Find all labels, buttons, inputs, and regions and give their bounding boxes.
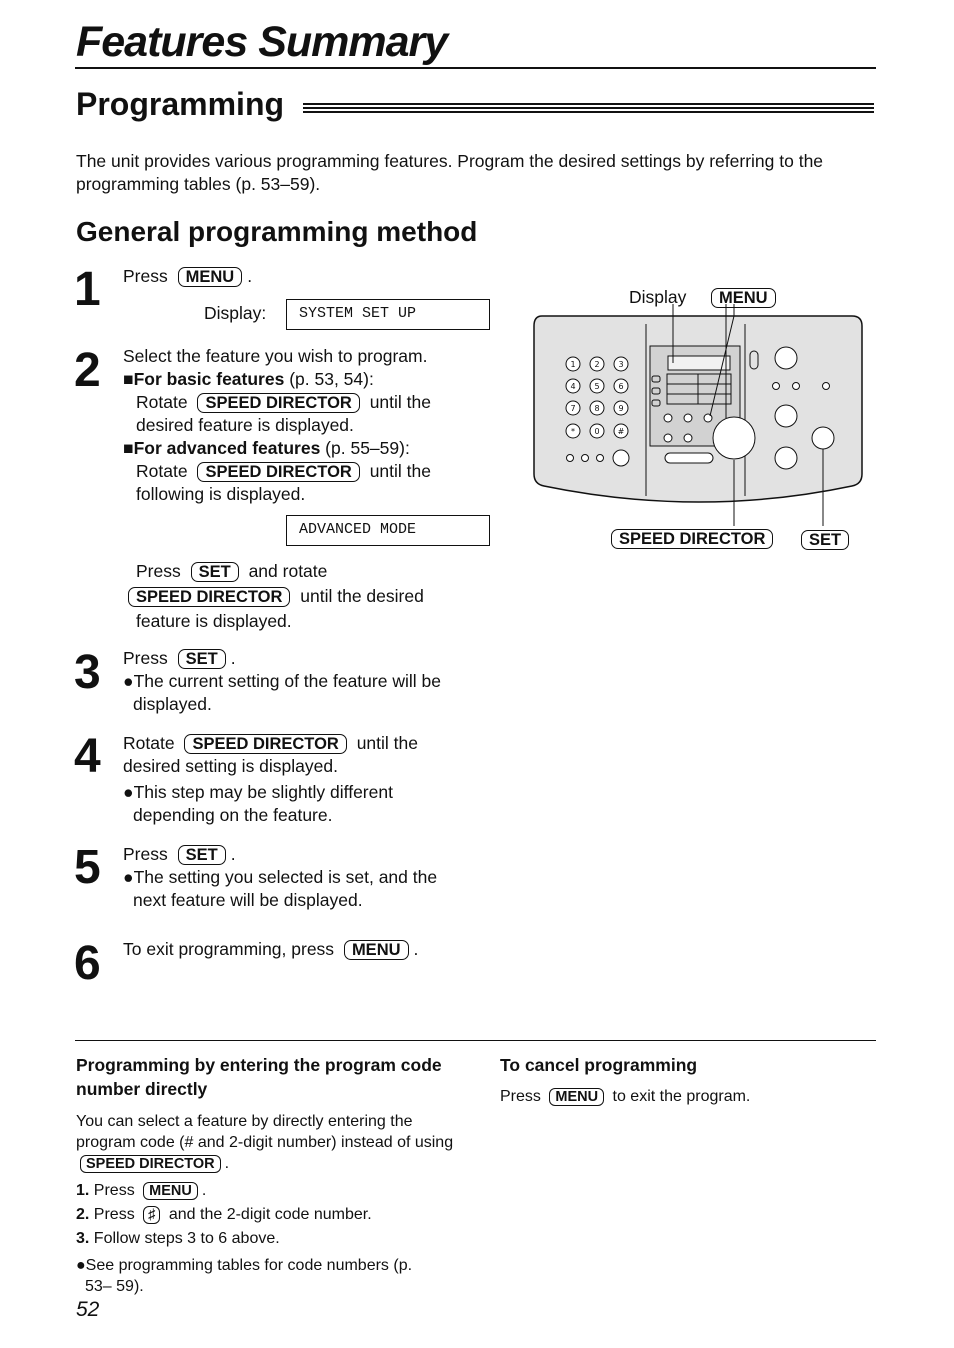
direct-entry-note: ●See programming tables for code numbers (p. 53– 59). <box>76 1257 413 1295</box>
section-rule <box>303 103 874 115</box>
svg-text:2: 2 <box>594 360 600 369</box>
svg-text:#: # <box>617 427 625 436</box>
direct-entry-step-1 <box>76 1180 456 1201</box>
step-3-text <box>123 647 473 716</box>
step-3-number: 3 <box>74 646 101 699</box>
menu-key: MENU <box>549 1088 604 1106</box>
press-text: Press <box>93 1182 135 1199</box>
page-number: 52 <box>76 1298 100 1321</box>
period: . <box>201 1182 207 1199</box>
press-text: Press <box>136 561 181 581</box>
speed-director-key: SPEED DIRECTOR <box>197 462 359 482</box>
direct-entry-step-2 <box>76 1204 456 1225</box>
follow-text: Follow steps 3 to 6 above. <box>93 1230 280 1247</box>
period: . <box>230 648 236 668</box>
step-5-number: 5 <box>74 841 101 894</box>
until-text: until the <box>356 733 418 753</box>
step-2-press-set <box>136 559 496 584</box>
step-2-basic <box>123 368 493 391</box>
period: . <box>247 266 253 286</box>
svg-text:0: 0 <box>594 427 600 436</box>
speed-director-key: SPEED DIRECTOR <box>128 587 290 607</box>
step-6-number: 6 <box>74 937 101 990</box>
svg-text:9: 9 <box>618 404 624 413</box>
press-text: Press <box>93 1206 135 1223</box>
step-2-text <box>123 345 493 506</box>
step-2-adv-tail: following is displayed. <box>136 484 306 504</box>
direct-entry-section <box>76 1053 456 1297</box>
rotate-text: Rotate <box>136 392 188 412</box>
direct-entry-step-3 <box>76 1228 456 1249</box>
set-key: SET <box>178 649 226 669</box>
step-2-advanced <box>123 437 493 460</box>
step-2-basic-tail: desired feature is displayed. <box>136 415 354 435</box>
page-title: Features Summary <box>76 18 448 66</box>
speed-director-key: SPEED DIRECTOR <box>80 1155 221 1173</box>
menu-key: MENU <box>344 940 409 960</box>
step-num: 2. <box>76 1206 90 1223</box>
step-5-text <box>123 843 473 912</box>
fax-panel-illustration <box>530 296 870 531</box>
step-2-number: 2 <box>74 344 101 397</box>
intro-text: The unit provides various programming features. Program the desired settings by referring to the programming tables (p. 53–59). <box>76 151 824 194</box>
step-2-line1: Select the feature you wish to program. <box>123 346 428 366</box>
menu-key: MENU <box>178 267 243 287</box>
until-text: until the <box>369 392 431 412</box>
speed-director-key: SPEED DIRECTOR <box>197 393 359 413</box>
lcd-system-set-up: SYSTEM SET UP <box>286 299 490 330</box>
step-1-display-label: Display: <box>204 303 267 323</box>
step-num: 3. <box>76 1230 90 1247</box>
svg-text:8: 8 <box>594 404 600 413</box>
cancel-body <box>500 1086 876 1107</box>
basic-label: For basic features <box>133 369 285 389</box>
svg-text:5: 5 <box>594 382 600 391</box>
until-desired-text: until the desired <box>300 586 424 606</box>
section-title: Programming <box>76 86 285 122</box>
code-text: and the 2-digit code number. <box>168 1206 372 1223</box>
step-2-basic-rotate <box>123 391 493 414</box>
square-bullet-icon: ■ <box>123 369 134 389</box>
period: . <box>413 939 419 959</box>
diagram-set-key: SET <box>801 530 849 550</box>
step-1-press: Press <box>123 266 168 286</box>
rotate-text: Rotate <box>123 733 175 753</box>
period: . <box>224 1155 230 1172</box>
rotate-text: Rotate <box>136 461 188 481</box>
step-5-note: ●The setting you selected is set, and the next feature will be displayed. <box>123 867 438 910</box>
until-text: until the <box>369 461 431 481</box>
cancel-tail-text: to exit the program. <box>612 1088 751 1105</box>
step-1-text <box>123 265 252 288</box>
press-text: Press <box>123 648 168 668</box>
diagram-speed-director-key: SPEED DIRECTOR <box>611 529 773 549</box>
lcd-advanced-mode: ADVANCED MODE <box>286 515 490 546</box>
step-5-press <box>123 843 473 866</box>
cancel-section <box>500 1053 876 1107</box>
step-4-note: ●This step may be slightly different depending on the feature. <box>123 782 393 825</box>
press-text: Press <box>500 1088 541 1105</box>
step-4-text <box>123 732 473 827</box>
cancel-title: To cancel programming <box>500 1055 698 1075</box>
direct-entry-title: Programming by entering the program code number directly <box>76 1055 442 1099</box>
diagram-menu-key: MENU <box>711 288 776 308</box>
menu-key: MENU <box>143 1182 198 1200</box>
step-2-feature-displayed: feature is displayed. <box>136 611 292 631</box>
advanced-label: For advanced features <box>133 438 321 458</box>
svg-text:7: 7 <box>570 404 576 413</box>
direct-entry-body <box>76 1111 456 1174</box>
svg-text:1: 1 <box>570 360 576 369</box>
basic-ref: (p. 53, 54): <box>284 369 374 389</box>
direct-entry-body-text: You can select a feature by directly entering the program code (# and 2-digit number) instead of using <box>76 1113 454 1151</box>
step-3-press <box>123 647 473 670</box>
step-6-text <box>123 938 418 961</box>
svg-text:6: 6 <box>618 382 624 391</box>
step-4-number: 4 <box>74 730 101 783</box>
step-1-number: 1 <box>74 263 101 316</box>
step-4-tail: desired setting is displayed. <box>123 756 338 776</box>
press-text: Press <box>123 844 168 864</box>
bottom-rule <box>75 1040 876 1041</box>
step-2-until-desired <box>123 584 496 609</box>
advanced-ref: (p. 55–59): <box>320 438 410 458</box>
step-2-adv-rotate <box>123 460 493 483</box>
svg-text:4: 4 <box>570 382 576 391</box>
and-rotate-text: and rotate <box>248 561 328 581</box>
diagram-display-label: Display <box>629 287 687 307</box>
svg-text:3: 3 <box>618 360 624 369</box>
period: . <box>230 844 236 864</box>
hash-key: ♯ <box>143 1206 160 1224</box>
step-2-set-rotate <box>136 559 496 634</box>
svg-text:*: * <box>571 427 575 436</box>
set-key: SET <box>178 845 226 865</box>
step-4-rotate <box>123 732 473 755</box>
set-key: SET <box>191 562 239 582</box>
subsection-title: General programming method <box>76 216 478 247</box>
step-3-note: ●The current setting of the feature will be displayed. <box>123 671 441 714</box>
speed-director-key: SPEED DIRECTOR <box>184 734 346 754</box>
square-bullet-icon: ■ <box>123 438 134 458</box>
step-num: 1. <box>76 1182 90 1199</box>
title-rule <box>75 67 876 69</box>
exit-text: To exit programming, press <box>123 939 335 959</box>
